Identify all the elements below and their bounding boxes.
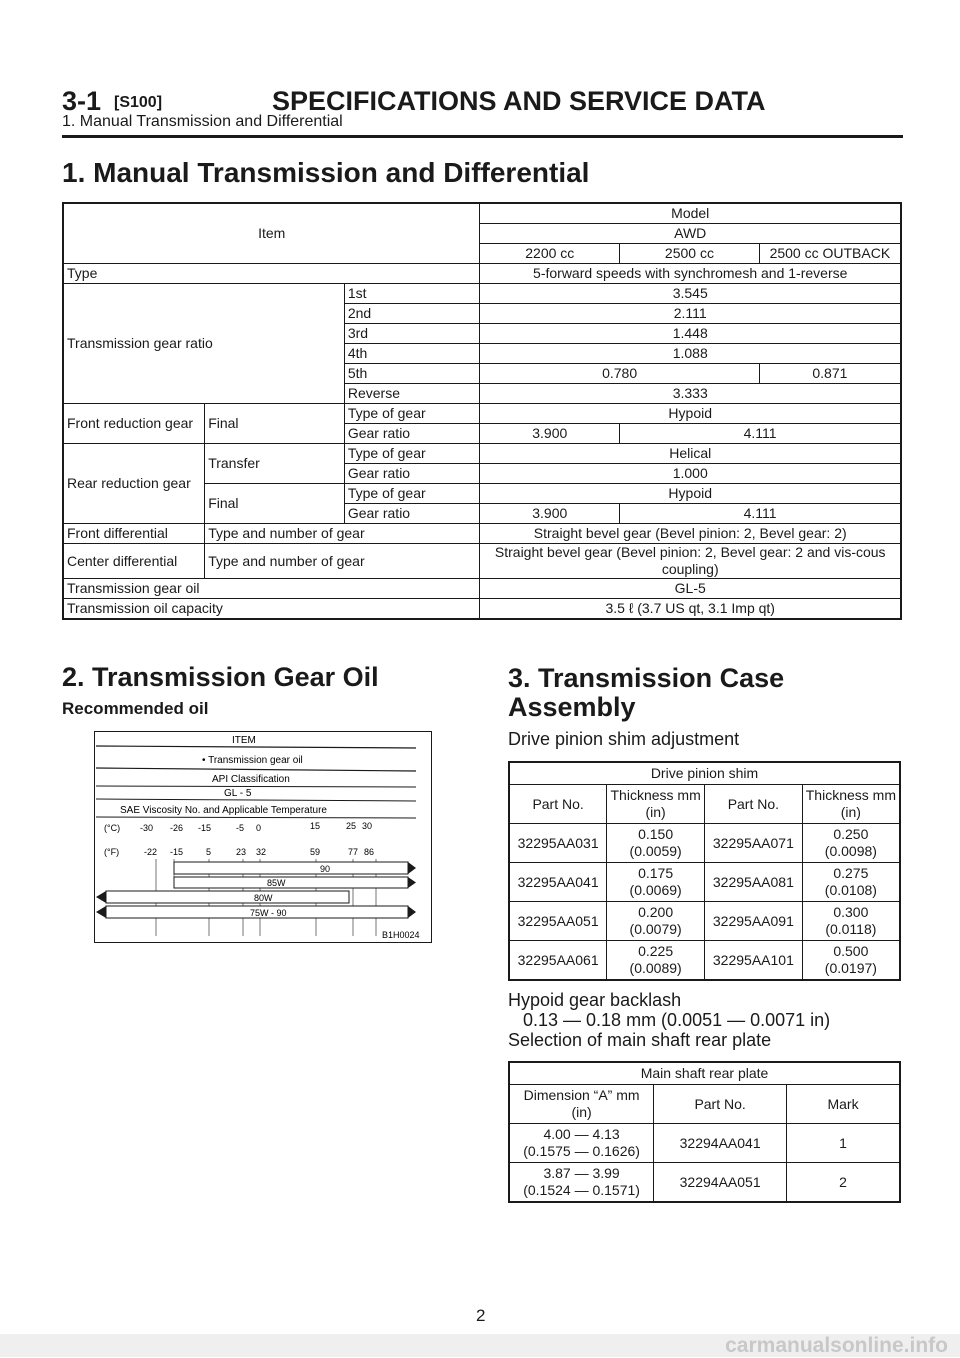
drive-pinion-shim-table xyxy=(508,761,901,981)
table-row xyxy=(509,1062,900,1085)
rear-gear-type: Hypoid xyxy=(480,484,901,504)
plate-table-title: Main shaft rear plate xyxy=(509,1062,900,1085)
gear-5th: 5th xyxy=(344,364,480,384)
rear-final-label: Final xyxy=(205,484,345,524)
shim-part: 32295AA101 xyxy=(705,941,803,981)
table-row xyxy=(63,404,901,424)
table-row xyxy=(509,1085,900,1124)
table-row xyxy=(509,863,900,902)
shim-col-part-a: Part No. xyxy=(509,785,607,824)
shim-thickness: 0.300 (0.0118) xyxy=(802,902,900,941)
gear-2nd-value: 2.111 xyxy=(480,304,901,324)
watermark-text: carmanualsonline.info xyxy=(725,1334,948,1357)
fig-gl5-label: GL - 5 xyxy=(224,788,252,799)
gear-oil-value: GL-5 xyxy=(480,579,901,599)
awd-header: AWD xyxy=(480,224,901,244)
fig-oil-label: • Transmission gear oil xyxy=(202,755,303,766)
table-row xyxy=(63,579,901,599)
center-diff-value: Straight bevel gear (Bevel pinion: 2, Bevel gear: 2 and vis-cous coupling) xyxy=(480,544,901,579)
fahrenheit-tick: 77 xyxy=(348,847,359,857)
table-row xyxy=(63,544,901,579)
gear-1st-value: 3.545 xyxy=(480,284,901,304)
celsius-tick: 0 xyxy=(256,823,262,833)
page-number: 2 xyxy=(476,1306,486,1325)
plate-part: 32294AA051 xyxy=(654,1163,787,1203)
table-row xyxy=(63,203,901,224)
rear-plate-table xyxy=(508,1061,901,1203)
gear-3rd: 3rd xyxy=(344,324,480,344)
table-row xyxy=(509,762,900,785)
plate-part: 32294AA041 xyxy=(654,1124,787,1163)
fig-sae-label: SAE Viscosity No. and Applicable Temperature xyxy=(120,805,327,816)
shim-thickness: 0.250 (0.0098) xyxy=(802,824,900,863)
gear-4th: 4th xyxy=(344,344,480,364)
item-header: Item xyxy=(63,203,480,264)
fig-fahrenheit-unit: (°F) xyxy=(104,847,120,857)
shim-part: 32295AA071 xyxy=(705,824,803,863)
model-2200: 2200 cc xyxy=(480,244,620,264)
front-diff-label: Front differential xyxy=(63,524,205,544)
shim-thickness: 0.500 (0.0197) xyxy=(802,941,900,981)
fahrenheit-tick: 5 xyxy=(206,847,212,857)
table-row xyxy=(63,599,901,620)
shim-thickness: 0.200 (0.0079) xyxy=(607,902,705,941)
table-row xyxy=(509,902,900,941)
celsius-tick: 25 xyxy=(346,821,357,831)
rear-reduction-label: Rear reduction gear xyxy=(63,444,205,524)
section-code: 3-1 xyxy=(62,86,102,116)
plate-dimension: 3.87 — 3.99 (0.1524 — 0.1571) xyxy=(509,1163,654,1203)
table-row xyxy=(509,941,900,981)
gear-ratio-label: Gear ratio xyxy=(344,464,480,484)
bar-80w xyxy=(96,891,349,903)
gear-2nd: 2nd xyxy=(344,304,480,324)
plate-col-mark: Mark xyxy=(787,1085,900,1124)
front-reduction-label: Front reduction gear xyxy=(63,404,205,444)
page-subtitle: 1. Manual Transmission and Differential xyxy=(62,113,343,130)
shim-part: 32295AA051 xyxy=(509,902,607,941)
fahrenheit-tick: 32 xyxy=(256,847,267,857)
type-of-gear-label: Type of gear xyxy=(344,484,480,504)
bar-85w-label: 85W xyxy=(267,878,286,888)
fig-celsius-unit: (°C) xyxy=(104,823,121,833)
section-tag: [S100] xyxy=(114,94,163,111)
gear-ratio-label: Gear ratio xyxy=(344,504,480,524)
shim-thickness: 0.175 (0.0069) xyxy=(607,863,705,902)
table-row xyxy=(63,264,901,284)
type-number-label: Type and number of gear xyxy=(205,544,480,579)
shim-part: 32295AA091 xyxy=(705,902,803,941)
type-of-gear-label: Type of gear xyxy=(344,444,480,464)
gear-5th-value-b: 0.871 xyxy=(759,364,901,384)
shim-col-part-b: Part No. xyxy=(705,785,803,824)
transfer-label: Transfer xyxy=(205,444,345,484)
shim-col-thick-a: Thickness mm (in) xyxy=(607,785,705,824)
front-final-label: Final xyxy=(205,404,345,444)
shim-part: 32295AA031 xyxy=(509,824,607,863)
table-row xyxy=(63,524,901,544)
shim-table-title: Drive pinion shim xyxy=(509,762,900,785)
celsius-tick: -26 xyxy=(170,823,184,833)
model-2500-outback: 2500 cc OUTBACK xyxy=(759,244,901,264)
front-ratio-a: 3.900 xyxy=(480,424,620,444)
center-diff-label: Center differential xyxy=(63,544,205,579)
backlash-label: Hypoid gear backlash xyxy=(508,990,682,1010)
transfer-gear-type: Helical xyxy=(480,444,901,464)
shim-part: 32295AA041 xyxy=(509,863,607,902)
bar-90 xyxy=(174,862,416,874)
page-title: SPECIFICATIONS AND SERVICE DATA xyxy=(272,86,766,116)
front-diff-value: Straight bevel gear (Bevel pinion: 2, Bevel gear: 2) xyxy=(480,524,901,544)
celsius-tick: -15 xyxy=(198,823,212,833)
oil-viscosity-figure xyxy=(94,731,432,943)
rear-ratio-b: 4.111 xyxy=(620,504,901,524)
backlash-value: 0.13 — 0.18 mm (0.0051 — 0.0071 in) xyxy=(523,1010,831,1030)
gear-1st: 1st xyxy=(344,284,480,304)
celsius-tick: -30 xyxy=(140,823,154,833)
shim-part: 32295AA061 xyxy=(509,941,607,981)
model-header: Model xyxy=(480,203,901,224)
shim-col-thick-b: Thickness mm (in) xyxy=(802,785,900,824)
celsius-tick: -5 xyxy=(236,823,245,833)
table-row xyxy=(509,824,900,863)
shim-part: 32295AA081 xyxy=(705,863,803,902)
shim-thickness: 0.150 (0.0059) xyxy=(607,824,705,863)
gear-ratio-label: Gear ratio xyxy=(344,424,480,444)
type-label: Type xyxy=(63,264,480,284)
table-row xyxy=(509,785,900,824)
plate-dimension: 4.00 — 4.13 (0.1575 — 0.1626) xyxy=(509,1124,654,1163)
gear-4th-value: 1.088 xyxy=(480,344,901,364)
oil-capacity-value: 3.5 ℓ (3.7 US qt, 3.1 Imp qt) xyxy=(480,599,901,620)
spec-table xyxy=(62,202,902,620)
bar-80w-label: 80W xyxy=(254,893,273,903)
section2-heading: 2. Transmission Gear Oil xyxy=(62,662,379,692)
gear-ratio-label: Transmission gear ratio xyxy=(63,284,344,404)
watermark-bar xyxy=(0,1334,960,1357)
gear-reverse-value: 3.333 xyxy=(480,384,901,404)
front-ratio-b: 4.111 xyxy=(620,424,901,444)
header-rule xyxy=(62,135,903,138)
celsius-tick: 30 xyxy=(362,821,373,831)
gear-oil-label: Transmission gear oil xyxy=(63,579,480,599)
fig-item-label: ITEM xyxy=(232,735,256,746)
fahrenheit-tick: 59 xyxy=(310,847,321,857)
gear-3rd-value: 1.448 xyxy=(480,324,901,344)
plate-col-part: Part No. xyxy=(654,1085,787,1124)
shim-thickness: 0.225 (0.0089) xyxy=(607,941,705,981)
table-row xyxy=(509,1124,900,1163)
front-gear-type: Hypoid xyxy=(480,404,901,424)
fahrenheit-tick: 23 xyxy=(236,847,247,857)
celsius-tick: 15 xyxy=(310,821,321,831)
plate-col-dim: Dimension “A” mm (in) xyxy=(509,1085,654,1124)
plate-mark: 2 xyxy=(787,1163,900,1203)
fahrenheit-tick: -22 xyxy=(144,847,158,857)
section1-heading: 1. Manual Transmission and Differential xyxy=(62,157,590,188)
oil-capacity-label: Transmission oil capacity xyxy=(63,599,480,620)
shim-thickness: 0.275 (0.0108) xyxy=(802,863,900,902)
gear-reverse: Reverse xyxy=(344,384,480,404)
bar-75w-90-label: 75W - 90 xyxy=(250,908,287,918)
type-of-gear-label: Type of gear xyxy=(344,404,480,424)
table-row xyxy=(63,444,901,464)
recommended-oil-label: Recommended oil xyxy=(62,699,209,718)
drive-pinion-label: Drive pinion shim adjustment xyxy=(508,729,740,749)
rear-ratio-a: 3.900 xyxy=(480,504,620,524)
transfer-ratio: 1.000 xyxy=(480,464,901,484)
gear-5th-value-a: 0.780 xyxy=(480,364,759,384)
fahrenheit-tick: -15 xyxy=(170,847,184,857)
table-row xyxy=(509,1163,900,1203)
section3-heading: 3. Transmission Case Assembly xyxy=(508,663,785,722)
plate-mark: 1 xyxy=(787,1124,900,1163)
fahrenheit-tick: 86 xyxy=(364,847,375,857)
type-value: 5-forward speeds with synchromesh and 1-reverse xyxy=(480,264,901,284)
table-row xyxy=(63,284,901,304)
fig-api-label: API Classification xyxy=(212,774,290,785)
model-2500: 2500 cc xyxy=(620,244,760,264)
type-number-label: Type and number of gear xyxy=(205,524,480,544)
figure-id: B1H0024 xyxy=(382,930,420,940)
bar-90-label: 90 xyxy=(320,864,331,874)
plate-selection-label: Selection of main shaft rear plate xyxy=(508,1030,772,1050)
bar-85w xyxy=(174,877,416,888)
bar-75w-90 xyxy=(96,906,416,918)
